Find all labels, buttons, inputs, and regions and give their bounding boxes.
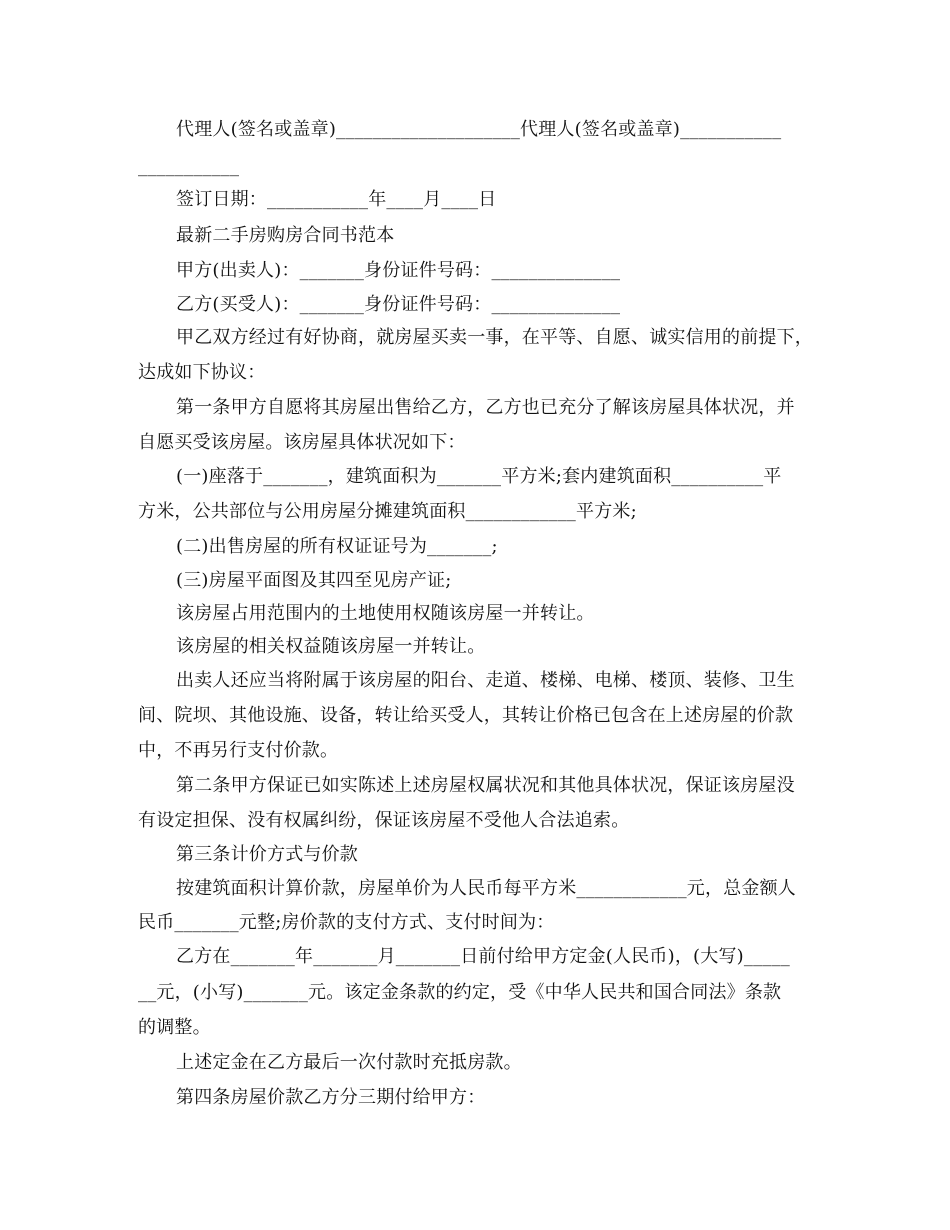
paragraph-line: 间、院坝、其他设施、设备，转让给买受人，其转让价格已包含在上述房屋的价款 bbox=[138, 705, 794, 726]
party-a-line: 甲方(出卖人)：_______身份证件号码：______________ bbox=[176, 260, 621, 281]
paragraph-line: 自愿买受该房屋。该房屋具体状况如下： bbox=[138, 432, 466, 453]
paragraph-line: 达成如下协议： bbox=[138, 362, 266, 383]
paragraph-line: 中，不再另行支付价款。 bbox=[138, 740, 339, 761]
paragraph-line: 第一条甲方自愿将其房屋出售给乙方，乙方也已充分了解该房屋具体状况，并 bbox=[176, 397, 795, 418]
agent-signature-line: 代理人(签名或盖章)____________________代理人(签名或盖章)___________ bbox=[176, 119, 782, 140]
section-heading: 第三条计价方式与价款 bbox=[176, 844, 358, 865]
agent-signature-line-cont: ___________ bbox=[138, 156, 240, 177]
document-title: 最新二手房购房合同书范本 bbox=[176, 225, 395, 246]
paragraph-line: (三)房屋平面图及其四至见房产证; bbox=[176, 570, 452, 591]
paragraph-line: 有设定担保、没有权属纠纷，保证该房屋不受他人合法追索。 bbox=[138, 810, 630, 831]
paragraph-line: 该房屋的相关权益随该房屋一并转让。 bbox=[176, 636, 486, 657]
paragraph-line: 方米，公共部位与公用房屋分摊建筑面积____________平方米; bbox=[138, 501, 637, 522]
paragraph-line: 乙方在_______年_______月_______日前付给甲方定金(人民币)，(大写)_____ bbox=[176, 946, 790, 967]
paragraph-line: (二)出售房屋的所有权证证号为_______; bbox=[176, 536, 498, 557]
section-heading: 第四条房屋价款乙方分三期付给甲方： bbox=[176, 1087, 486, 1108]
paragraph-line: 该房屋占用范围内的土地使用权随该房屋一并转让。 bbox=[176, 603, 595, 624]
party-b-line: 乙方(买受人)：_______身份证件号码：______________ bbox=[176, 294, 621, 315]
paragraph-line: (一)座落于_______，建筑面积为_______平方米;套内建筑面积__________平 bbox=[176, 466, 782, 487]
paragraph-line: __元，(小写)_______元。该定金条款的约定，受《中华人民共和国合同法》条款 bbox=[138, 982, 782, 1003]
paragraph-line: 的调整。 bbox=[138, 1017, 211, 1038]
paragraph-line: 第二条甲方保证已如实陈述上述房屋权属状况和其他具体状况，保证该房屋没 bbox=[176, 775, 795, 796]
paragraph-line: 上述定金在乙方最后一次付款时充抵房款。 bbox=[176, 1052, 522, 1073]
paragraph-line: 民币_______元整;房价款的支付方式、支付时间为： bbox=[138, 912, 555, 933]
paragraph-line: 按建筑面积计算价款，房屋单价为人民币每平方米____________元，总金额人 bbox=[176, 878, 796, 899]
paragraph-line: 甲乙双方经过有好协商，就房屋买卖一事，在平等、自愿、诚实信用的前提下， bbox=[176, 327, 813, 348]
paragraph-line: 出卖人还应当将附属于该房屋的阳台、走道、楼梯、电梯、楼顶、装修、卫生 bbox=[176, 670, 795, 691]
signing-date-line: 签订日期：___________年____月____日 bbox=[176, 189, 497, 210]
